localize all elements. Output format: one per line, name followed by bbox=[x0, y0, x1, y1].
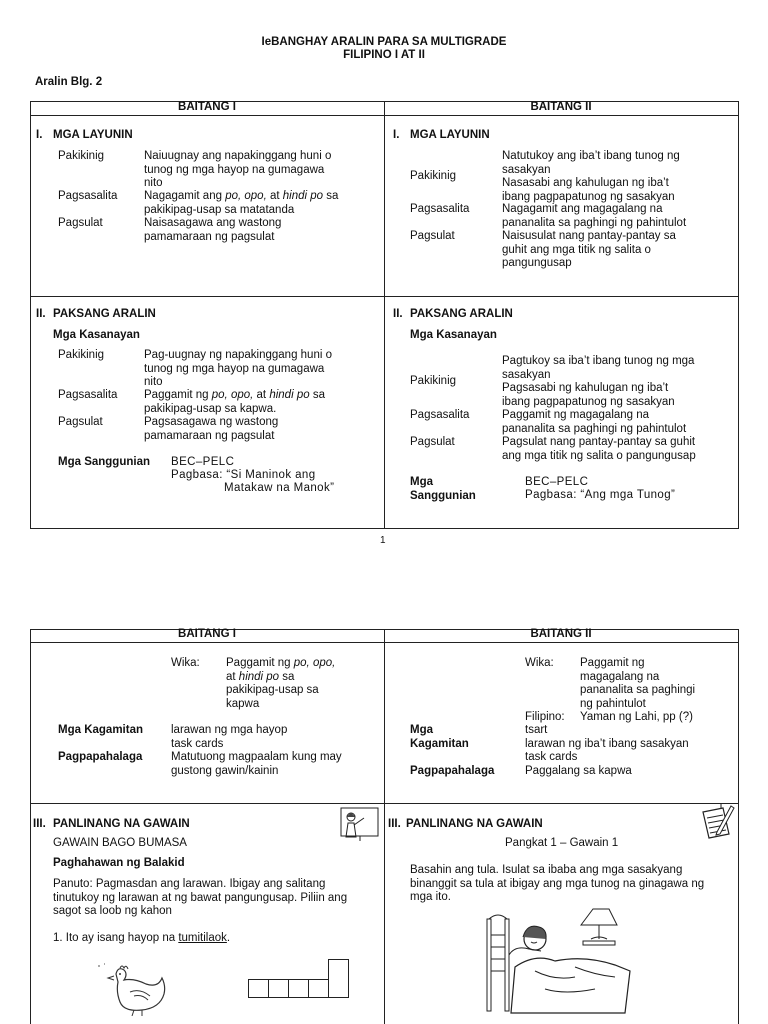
header-grade-2: BAITANG II bbox=[530, 101, 592, 113]
notepad-pencil-icon bbox=[697, 802, 737, 842]
lesson-number: Aralin Blg. 2 bbox=[35, 76, 103, 88]
filipino-text: Yaman ng Lahi, pp (?) bbox=[580, 711, 693, 723]
references-label: Mga Sanggunian bbox=[58, 456, 150, 468]
group-label: Pangkat 1 – Gawain 1 bbox=[505, 837, 619, 849]
girl-in-bed-icon bbox=[485, 905, 635, 1015]
section-title-topic: PAKSANG ARALIN bbox=[410, 308, 513, 320]
header-grade-1: BAITANG I bbox=[178, 101, 236, 113]
label-pagsasalita: Pagsasalita bbox=[58, 389, 118, 401]
skill-text: Paggamit ng po, opo, at hindi po sa pakikipag-usap sa kapwa. bbox=[144, 389, 325, 415]
header-grade-1: BAITANG I bbox=[178, 628, 236, 640]
wika-text: Paggamit ng po, opo, at hindi po sa pakikipag-usap sa kapwa bbox=[226, 657, 336, 710]
header-grade-2: BAITANG II bbox=[530, 628, 592, 640]
materials-list: tsart larawan ng iba’t ibang sasakyan task cards bbox=[525, 724, 689, 763]
section-title-activity: PANLINANG NA GAWAIN bbox=[53, 818, 190, 830]
label-pagsulat: Pagsulat bbox=[58, 416, 103, 428]
skill-text: Pagsasagawa ng wastong pamamaraan ng pagsulat bbox=[144, 416, 279, 442]
label-pagsulat: Pagsulat bbox=[410, 436, 455, 448]
objective-text: Nagagamit ang po, opo, at hindi po sa pakikipag-usap sa matatanda bbox=[144, 190, 339, 216]
reference: Matakaw na Manok” bbox=[224, 482, 335, 494]
section-number: III. bbox=[33, 818, 46, 830]
label-pakikinig: Pakikinig bbox=[58, 349, 105, 361]
section-number: I. bbox=[36, 129, 43, 141]
label-pagsasalita: Pagsasalita bbox=[410, 409, 470, 421]
reference: Pagbasa: “Ang mga Tunog” bbox=[525, 489, 676, 501]
item-1: 1. Ito ay isang hayop na tumitilaok. bbox=[53, 932, 231, 944]
values-text: Matutuong magpaalam kung may gustong gawin/kainin bbox=[171, 751, 342, 777]
skill-text: Paggamit ng magagalang na pananalita sa paghingi ng pahintulot bbox=[502, 409, 687, 435]
objective-text: Naisusulat nang pantay-pantay sa guhit ang mga titik ng salita o pangungusap bbox=[502, 230, 676, 269]
skills-title: Mga Kasanayan bbox=[410, 329, 497, 341]
materials-list: larawan ng mga hayop task cards bbox=[171, 724, 288, 750]
section-number: III. bbox=[388, 818, 401, 830]
section-number: II. bbox=[393, 308, 403, 320]
skill-text: Pagsulat nang pantay-pantay sa guhit ang mga titik ng salita o pangungusap bbox=[502, 436, 696, 462]
wika-label: Wika: bbox=[171, 657, 200, 669]
instructions: Basahin ang tula. Isulat sa ibaba ang mga sasakyang binanggit sa tula at ibigay ang mga tunog na ginagawa ng mga ito. bbox=[410, 864, 705, 903]
section-number: II. bbox=[36, 308, 46, 320]
values-label: Pagpapahalaga bbox=[410, 765, 495, 777]
section-number: I. bbox=[393, 129, 400, 141]
reference: BEC–PELC bbox=[171, 456, 235, 468]
label-pagsasalita: Pagsasalita bbox=[58, 190, 118, 202]
skills-title: Mga Kasanayan bbox=[53, 329, 140, 341]
references-label: Mga Sanggunian bbox=[410, 476, 476, 502]
page-number: 1 bbox=[380, 535, 386, 546]
section-title-objectives: MGA LAYUNIN bbox=[410, 129, 490, 141]
activity-subtitle-2: Paghahawan ng Balakid bbox=[53, 857, 185, 869]
label-pakikinig: Pakikinig bbox=[410, 375, 457, 387]
document-title: IeBANGHAY ARALIN PARA SA MULTIGRADE bbox=[261, 36, 507, 48]
label-pagsulat: Pagsulat bbox=[58, 217, 103, 229]
activity-subtitle: GAWAIN BAGO BUMASA bbox=[53, 837, 187, 849]
label-pakikinig: Pakikinig bbox=[58, 150, 105, 162]
skill-text: Pag-uugnay ng napakinggang huni o tunog ng mga hayop na gumagawa nito bbox=[144, 349, 332, 388]
wika-text: Paggamit ng magagalang na pananalita sa paghingi ng pahintulot bbox=[580, 657, 696, 710]
woman-at-board-icon bbox=[340, 804, 380, 842]
label-pagsulat: Pagsulat bbox=[410, 230, 455, 242]
objective-text: Nagagamit ang magagalang na pananalita sa paghingi ng pahintulot bbox=[502, 203, 687, 229]
skill-text: Pagtukoy sa iba’t ibang tunog ng mga sasakyan Pagsasabi ng kahulugan ng iba’t ibang pagpapatunog ng sasakyan bbox=[502, 355, 695, 408]
wika-label: Wika: bbox=[525, 657, 554, 669]
values-label: Pagpapahalaga bbox=[58, 751, 143, 763]
materials-label: Mga Kagamitan bbox=[58, 724, 143, 736]
document-subtitle: FILIPINO I AT II bbox=[343, 49, 425, 61]
objective-text: Natutukoy ang iba’t ibang tunog ng sasakyan Nasasabi ang kahulugan ng iba’t ibang pagpapatunog ng sasakyan bbox=[502, 150, 680, 203]
instructions: Panuto: Pagmasdan ang larawan. Ibigay ang salitang tinutukoy ng larawan at ng bawat pangungusap. Piliin ang sagot sa loob ng kahon bbox=[53, 878, 348, 917]
section-title-topic: PAKSANG ARALIN bbox=[53, 308, 156, 320]
objective-text: Naiuugnay ang napakinggang huni o tunog ng mga hayop na gumagawa nito bbox=[144, 150, 332, 189]
reference: Pagbasa: “Si Maninok ang bbox=[171, 469, 316, 481]
label-pagsasalita: Pagsasalita bbox=[410, 203, 470, 215]
reference: BEC–PELC bbox=[525, 476, 589, 488]
filipino-label: Filipino: bbox=[525, 711, 565, 723]
values-text: Paggalang sa kapwa bbox=[525, 765, 632, 777]
materials-label: Mga Kagamitan bbox=[410, 724, 469, 750]
objective-text: Naisasagawa ang wastong pamamaraan ng pagsulat bbox=[144, 217, 282, 243]
section-title-activity: PANLINANG NA GAWAIN bbox=[406, 818, 543, 830]
label-pakikinig: Pakikinig bbox=[410, 170, 457, 182]
section-title-objectives: MGA LAYUNIN bbox=[53, 129, 133, 141]
hen-icon bbox=[94, 962, 174, 1016]
